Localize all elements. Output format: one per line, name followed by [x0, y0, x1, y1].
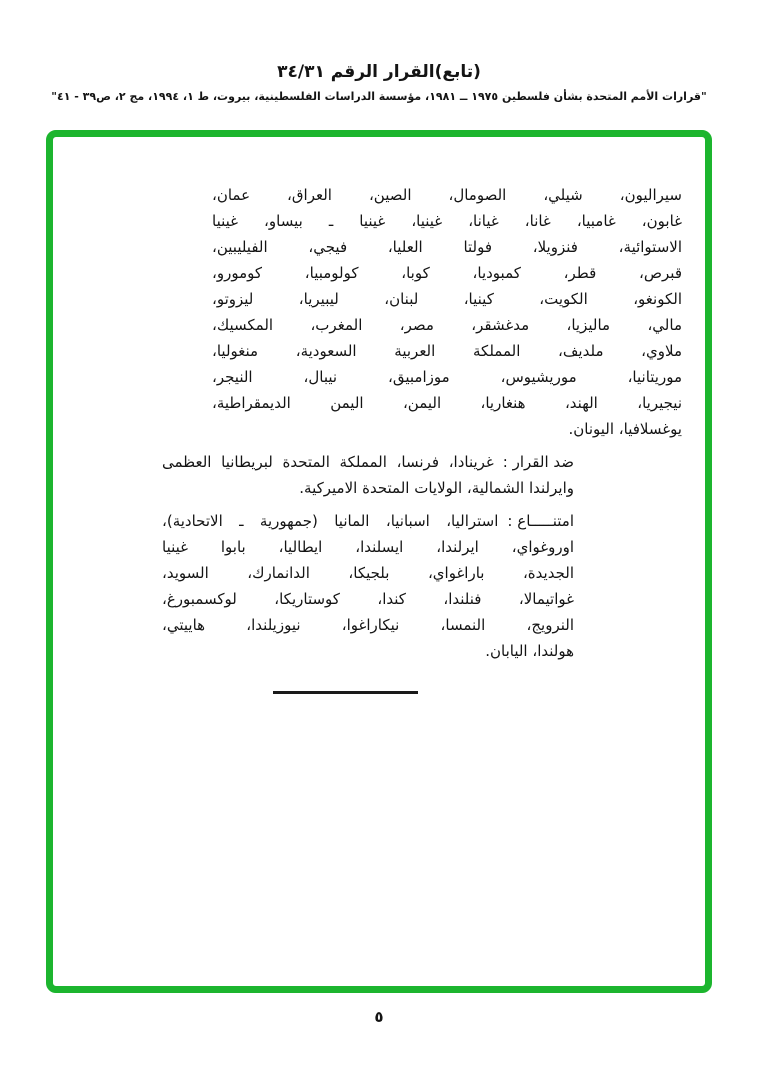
country-list-line: ملاوي، ملديف، المملكة العربية السعودية، منغوليا،	[212, 342, 682, 360]
against-line: وايرلندا الشمالية، الولايات المتحدة الاميركية.	[299, 479, 574, 497]
abstain-entry	[162, 508, 574, 664]
country-list-line: موريتانيا، موريشيوس، موزامبيق، نيبال، النيجر،	[212, 368, 682, 386]
page-header	[0, 0, 758, 104]
abstain-line: استراليا، اسبانيا، المانيا (جمهورية ـ الاتحادية)،	[162, 512, 499, 530]
page-title: (تابع)القرار الرقم ٣٤/٣١	[277, 62, 481, 82]
country-list-line: غابون، غامبيا، غانا، غيانا، غينيا، غينيا ـ بيساو، غينيا	[212, 212, 682, 230]
abstain-label: امتنـــــاع :	[507, 512, 574, 530]
country-list-line: مالي، ماليزيا، مدغشقر، مصر، المغرب، المكسيك،	[212, 316, 682, 334]
source-citation: "قرارات الأمم المتحدة بشأن فلسطين ١٩٧٥ ــ ١٩٨١، مؤسسة الدراسات الفلسطينية، بيروت، ط ١، ١٩٩٤، مج ٢، ص٣٩ - ٤١"	[51, 90, 707, 103]
abstain-line: هولندا، اليابان.	[485, 642, 574, 660]
country-list-line: سيراليون، شيلي، الصومال، الصين، العراق، عمان،	[212, 186, 682, 204]
abstain-line: اوروغواي، ايرلندا، ايسلندا، ايطاليا، بابوا غينيا	[162, 538, 574, 556]
country-list-line: قبرص، قطر، كمبوديا، كوبا، كولومبيا، كومورو،	[212, 264, 682, 282]
country-list-line: الكونغو، الكويت، كينيا، لبنان، ليبيريا، ليزوتو،	[212, 290, 682, 308]
country-list-line: الاستوائية، فنزويلا، فولتا العليا، فيجي، الفيليبين،	[212, 238, 682, 256]
country-list-line: يوغسلافيا، اليونان.	[568, 420, 682, 438]
in-favor-continued-list	[212, 182, 682, 442]
page-number: ٥	[374, 1008, 384, 1026]
green-border-frame	[46, 130, 712, 993]
against-entry	[162, 449, 574, 501]
against-label: ضد القرار :	[502, 453, 574, 471]
abstain-line: النرويج، النمسا، نيكاراغوا، نيوزيلندا، هاييتي،	[162, 616, 574, 634]
country-list-line: نيجيريا، الهند، هنغاريا، اليمن، اليمن الديمقراطية،	[212, 394, 682, 412]
against-line: غرينادا، فرنسا، المملكة المتحدة لبريطانيا العظمى	[162, 453, 494, 471]
abstain-line: الجديدة، باراغواي، بلجيكا، الدانمارك، السويد،	[162, 564, 574, 582]
section-divider	[273, 691, 418, 694]
abstain-line: غواتيمالا، فنلندا، كندا، كوستاريكا، لوكسمبورغ،	[162, 590, 574, 608]
